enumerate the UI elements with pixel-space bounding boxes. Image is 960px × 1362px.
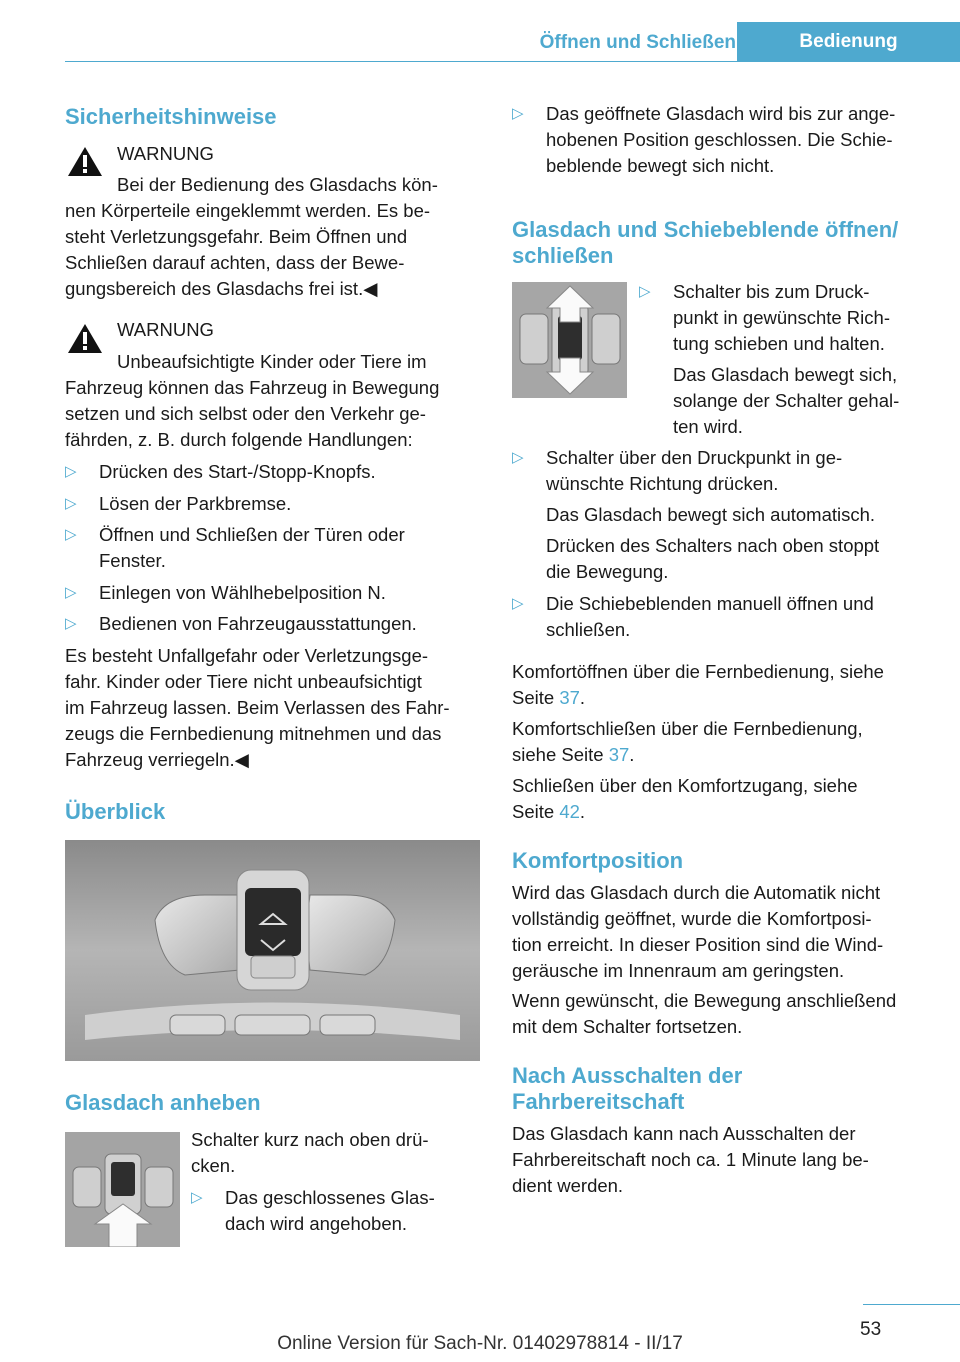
page-link[interactable]: 37 bbox=[559, 687, 580, 708]
list-item-sub bbox=[673, 362, 899, 440]
header-rule bbox=[65, 61, 737, 62]
text-line: geräusche im Innenraum am geringsten. bbox=[512, 960, 845, 981]
warning-text-cont bbox=[65, 375, 482, 453]
heading-after-switch-off bbox=[512, 1063, 742, 1115]
overhead-console-photo bbox=[65, 840, 480, 1061]
page-link[interactable]: 37 bbox=[608, 744, 630, 765]
period: . bbox=[579, 801, 586, 822]
list-item: Lösen der Parkbremse. bbox=[99, 493, 292, 514]
heading-overview: Überblick bbox=[65, 799, 166, 824]
text-line: Wenn gewünscht, die Bewegung anschließend bbox=[512, 990, 897, 1011]
text-line: Komfortschließen über die Fernbedienung, bbox=[512, 718, 863, 739]
text-line: Schalter bis zum Druck‐ bbox=[673, 281, 870, 302]
text-line: mit dem Schalter fortsetzen. bbox=[512, 1016, 743, 1037]
bullet-triangle-icon: ▷ bbox=[512, 449, 524, 466]
text-line: Seite bbox=[512, 801, 560, 822]
text-line: dient werden. bbox=[512, 1175, 624, 1196]
bullet-triangle-icon: ▷ bbox=[512, 105, 524, 122]
footer-text: Online Version für Sach-Nr. 01402978814 - II/17 bbox=[277, 1333, 683, 1354]
text-line: schließen. bbox=[546, 619, 631, 640]
page-link[interactable]: 42 bbox=[559, 801, 580, 822]
text-line: Das geöffnete Glasdach wird bis zur ange‐ bbox=[546, 103, 896, 124]
switch-slide-photo bbox=[512, 282, 627, 398]
text-line: beblende bewegt sich nicht. bbox=[546, 155, 775, 176]
text-line: tion erreicht. In dieser Position sind die Wind‐ bbox=[512, 934, 884, 955]
text-line: zeugs die Fernbedienung mitnehmen und das bbox=[65, 723, 442, 744]
list-item: Drücken des Start-/Stopp-Knopfs. bbox=[99, 461, 376, 482]
list-item bbox=[225, 1185, 435, 1237]
text-line: Das Glasdach kann nach Ausschalten der bbox=[512, 1123, 856, 1144]
text-line: Schalter kurz nach oben drü‐ bbox=[191, 1129, 429, 1150]
bullet-triangle-icon: ▷ bbox=[65, 495, 77, 512]
heading-raise: Glasdach anheben bbox=[65, 1090, 261, 1115]
text-line: Komfortöffnen über die Fernbedienung, siehe bbox=[512, 661, 884, 682]
warning-text: Unbeaufsichtigte Kinder oder Tiere im bbox=[117, 351, 427, 372]
running-header-section: Öffnen und Schließen bbox=[539, 32, 736, 53]
warning-text-cont bbox=[65, 198, 482, 302]
list-item bbox=[99, 522, 405, 574]
text-line: Fahrzeug können das Fahrzeug in Bewegung bbox=[65, 377, 440, 398]
text-line: Schließen über den Komfortzugang, siehe bbox=[512, 775, 858, 796]
paragraph-comfort-close bbox=[512, 716, 932, 768]
text-line: gungsbereich des Glasdachs frei ist.◀ bbox=[65, 278, 378, 299]
text-line: Wird das Glasdach durch die Automatik nicht bbox=[512, 882, 881, 903]
text-line: Fahrzeug verriegeln.◀ bbox=[65, 749, 249, 770]
heading-safety: Sicherheitshinweise bbox=[65, 104, 277, 129]
text-line: Öffnen und Schließen der Türen oder bbox=[99, 524, 405, 545]
page-number: 53 bbox=[860, 1319, 882, 1340]
heading-line: Nach Ausschalten der bbox=[512, 1063, 743, 1088]
bullet-triangle-icon: ▷ bbox=[65, 463, 77, 480]
text-line: Die Schiebeblenden manuell öffnen und bbox=[546, 593, 874, 614]
paragraph-comfort-open bbox=[512, 659, 932, 711]
text-line: dach wird angehoben. bbox=[225, 1213, 408, 1234]
warning-icon bbox=[65, 321, 105, 355]
raise-text bbox=[191, 1127, 429, 1179]
text-line: cken. bbox=[191, 1155, 236, 1176]
page-number-rule bbox=[863, 1304, 960, 1305]
bullet-triangle-icon: ▷ bbox=[65, 584, 77, 601]
warning-title: WARNUNG bbox=[117, 319, 214, 340]
text-line: Fenster. bbox=[99, 550, 166, 571]
running-header-tab: Bedienung bbox=[737, 22, 960, 62]
bullet-triangle-icon: ▷ bbox=[65, 526, 77, 543]
warning-title: WARNUNG bbox=[117, 143, 214, 164]
text-line: hobenen Position geschlossen. Die Schie‐ bbox=[546, 129, 893, 150]
text-line: die Bewegung. bbox=[546, 561, 669, 582]
text-line: Das Glasdach bewegt sich, bbox=[673, 364, 898, 385]
heading-line: Glasdach und Schiebeblende öffnen/ bbox=[512, 217, 899, 242]
paragraph-risk bbox=[65, 643, 482, 773]
text-line: fährden, z. B. durch folgende Handlungen: bbox=[65, 429, 413, 450]
text-line: fahr. Kinder oder Tiere nicht unbeaufsichtigt bbox=[65, 671, 422, 692]
warning-icon bbox=[65, 144, 105, 178]
text-line: Fahrbereitschaft noch ca. 1 Minute lang be‐ bbox=[512, 1149, 869, 1170]
text-line: im Fahrzeug lassen. Beim Verlassen des Fahr‐ bbox=[65, 697, 450, 718]
text-line: wünschte Richtung drücken. bbox=[546, 473, 779, 494]
text-line: Seite bbox=[512, 687, 560, 708]
text-line: solange der Schalter gehal‐ bbox=[673, 390, 900, 411]
heading-open-close bbox=[512, 217, 898, 269]
paragraph-position bbox=[512, 880, 932, 984]
list-item-sub bbox=[546, 533, 879, 585]
text-line: vollständig geöffnet, wurde die Komfortposi‐ bbox=[512, 908, 872, 929]
bullet-triangle-icon: ▷ bbox=[191, 1189, 203, 1206]
switch-raise-photo bbox=[65, 1132, 180, 1247]
list-item bbox=[546, 445, 842, 497]
period: . bbox=[579, 687, 586, 708]
text-line: Es besteht Unfallgefahr oder Verletzungsge‐ bbox=[65, 645, 429, 666]
bullet-triangle-icon: ▷ bbox=[65, 615, 77, 632]
paragraph-comfort-access bbox=[512, 773, 932, 825]
text-line: Schließen darauf achten, dass der Bewe‐ bbox=[65, 252, 405, 273]
list-item bbox=[546, 591, 874, 643]
text-line: Schalter über den Druckpunkt in ge‐ bbox=[546, 447, 843, 468]
list-item-sub: Das Glasdach bewegt sich automatisch. bbox=[546, 504, 876, 525]
text-line: siehe Seite bbox=[512, 744, 609, 765]
text-line: nen Körperteile eingeklemmt werden. Es be‐ bbox=[65, 200, 431, 221]
list-item bbox=[546, 101, 895, 179]
bullet-triangle-icon: ▷ bbox=[512, 595, 524, 612]
heading-line: schließen bbox=[512, 243, 614, 268]
list-item: Bedienen von Fahrzeugausstattungen. bbox=[99, 613, 417, 634]
text-line: Das geschlossenes Glas‐ bbox=[225, 1187, 435, 1208]
text-line: Drücken des Schalters nach oben stoppt bbox=[546, 535, 880, 556]
text-line: punkt in gewünschte Rich‐ bbox=[673, 307, 890, 328]
warning-text: Bei der Bedienung des Glasdachs kön‐ bbox=[117, 174, 438, 195]
list-item bbox=[673, 279, 890, 357]
text-line: setzen und sich selbst oder den Verkehr ge‐ bbox=[65, 403, 426, 424]
text-line: ten wird. bbox=[673, 416, 743, 437]
text-line: tung schieben und halten. bbox=[673, 333, 885, 354]
paragraph-after bbox=[512, 1121, 932, 1199]
list-item: Einlegen von Wählhebelposition N. bbox=[99, 582, 386, 603]
bullet-triangle-icon: ▷ bbox=[639, 283, 651, 300]
text-line: steht Verletzungsgefahr. Beim Öffnen und bbox=[65, 226, 408, 247]
paragraph-position-2 bbox=[512, 988, 952, 1040]
heading-comfort-position: Komfortposition bbox=[512, 848, 684, 873]
period: . bbox=[629, 744, 635, 765]
heading-line: Fahrbereitschaft bbox=[512, 1089, 685, 1114]
